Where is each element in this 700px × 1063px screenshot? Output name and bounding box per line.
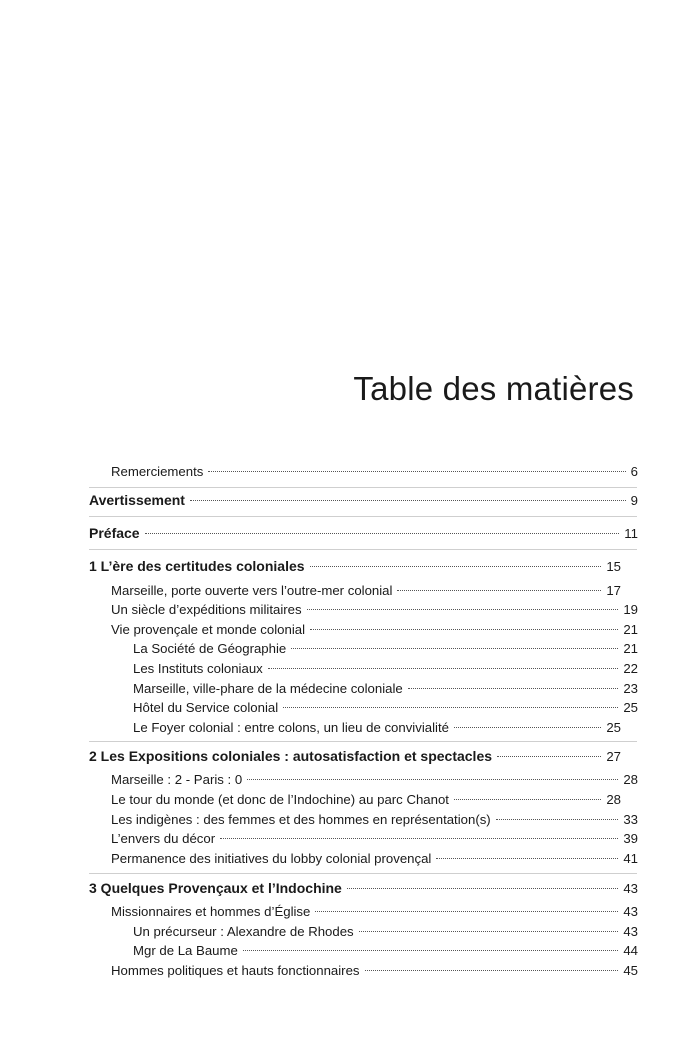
toc-entry-medecine[interactable]: [133, 680, 638, 698]
toc-entry-remerciements[interactable]: [111, 463, 638, 481]
dot-leader: [359, 931, 619, 932]
dot-leader: [454, 799, 601, 800]
toc-entry-page: 41: [623, 851, 638, 866]
toc-entry-chapter-2[interactable]: [89, 747, 621, 766]
dot-leader: [454, 727, 601, 728]
toc-entry-expeditions[interactable]: [111, 601, 638, 619]
toc-entry-instituts[interactable]: [133, 660, 638, 678]
dot-leader: [497, 756, 601, 757]
toc-entry-page: 15: [606, 559, 621, 574]
toc-entry-page: 28: [623, 772, 638, 787]
dot-leader: [243, 950, 619, 951]
toc-entry-page: 44: [623, 943, 638, 958]
dot-leader: [315, 911, 618, 912]
toc-entry-title: Remerciements: [111, 464, 204, 479]
toc-entry-page: 39: [623, 831, 638, 846]
toc-entry-permanence[interactable]: [111, 850, 638, 868]
toc-entry-page: 9: [630, 493, 638, 508]
toc-entry-title: Un siècle d’expéditions militaires: [111, 602, 302, 617]
dot-leader: [291, 648, 618, 649]
toc-entry-foyer-colonial[interactable]: [133, 719, 621, 737]
divider: [89, 873, 637, 874]
toc-entry-title: Un précurseur : Alexandre de Rhodes: [133, 924, 354, 939]
divider: [89, 516, 637, 517]
dot-leader: [208, 471, 625, 472]
toc-entry-title: Hommes politiques et hauts fonctionnaires: [111, 963, 360, 978]
dot-leader: [190, 500, 626, 501]
toc-entry-title: L’envers du décor: [111, 831, 216, 846]
toc-entry-title: Marseille : 2 - Paris : 0: [111, 772, 243, 787]
toc-entry-chapter-3[interactable]: [89, 879, 638, 898]
toc-entry-page: 27: [606, 749, 621, 764]
toc-entry-indigenes[interactable]: [111, 811, 638, 829]
toc-entry-page: 25: [623, 700, 638, 715]
toc-entry-hommes-politiques[interactable]: [111, 962, 638, 980]
toc-entry-title: Le Foyer colonial : entre colons, un lieu de convivialité: [133, 720, 449, 735]
toc-entry-title: 1 L’ère des certitudes coloniales: [89, 558, 305, 574]
toc-entry-preface[interactable]: [89, 524, 638, 543]
dot-leader: [310, 566, 602, 567]
toc-entry-vie-provencale[interactable]: [111, 621, 638, 639]
dot-leader: [496, 819, 619, 820]
toc-entry-chapter-1[interactable]: [89, 557, 621, 576]
toc-entry-title: 3 Quelques Provençaux et l’Indochine: [89, 880, 342, 896]
toc-entry-precurseur[interactable]: [133, 923, 638, 941]
dot-leader: [397, 590, 601, 591]
toc-entry-title: Préface: [89, 525, 140, 541]
toc-entry-title: Hôtel du Service colonial: [133, 700, 279, 715]
toc-entry-page: 33: [623, 812, 638, 827]
toc-entry-page: 21: [623, 622, 638, 637]
toc-entry-marseille-porte[interactable]: [111, 582, 621, 600]
toc-entry-title: Mgr de La Baume: [133, 943, 238, 958]
toc-entry-page: 21: [623, 641, 638, 656]
toc-entry-title: La Société de Géographie: [133, 641, 287, 656]
toc-entry-title: Vie provençale et monde colonial: [111, 622, 306, 637]
toc-entry-page: 6: [630, 464, 638, 479]
toc-entry-page: 45: [623, 963, 638, 978]
divider: [89, 549, 637, 550]
toc-entry-title: Marseille, porte ouverte vers l’outre-mer colonial: [111, 583, 393, 598]
dot-leader: [268, 668, 619, 669]
toc-entry-page: 43: [623, 904, 638, 919]
dot-leader: [283, 707, 618, 708]
toc-entry-title: Les indigènes : des femmes et des hommes en représentation(s): [111, 812, 491, 827]
page-title: Table des matières: [353, 370, 634, 407]
divider: [89, 487, 637, 488]
toc-entry-page: 17: [606, 583, 621, 598]
dot-leader: [307, 609, 619, 610]
dot-leader: [220, 838, 618, 839]
toc-entry-missionnaires[interactable]: [111, 903, 638, 921]
toc-entry-mgr-la-baume[interactable]: [133, 942, 638, 960]
divider: [89, 741, 637, 742]
toc-entry-page: 23: [623, 681, 638, 696]
dot-leader: [310, 629, 618, 630]
toc-entry-page: 43: [623, 881, 638, 896]
dot-leader: [436, 858, 618, 859]
dot-leader: [365, 970, 619, 971]
toc-entry-page: 22: [623, 661, 638, 676]
toc-entry-title: 2 Les Expositions coloniales : autosatisfaction et spectacles: [89, 748, 493, 764]
toc-entry-page: 28: [606, 792, 621, 807]
dot-leader: [145, 533, 620, 534]
dot-leader: [347, 888, 618, 889]
toc-entry-envers-decor[interactable]: [111, 830, 638, 848]
toc-entry-title: Avertissement: [89, 492, 185, 508]
toc-entry-title: Marseille, ville-phare de la médecine coloniale: [133, 681, 403, 696]
toc-entry-title: Permanence des initiatives du lobby colonial provençal: [111, 851, 432, 866]
toc-entry-title: Missionnaires et hommes d’Église: [111, 904, 311, 919]
dot-leader: [408, 688, 619, 689]
toc-entry-page: 25: [606, 720, 621, 735]
toc-entry-societe-geographie[interactable]: [133, 640, 638, 658]
toc-entry-avertissement[interactable]: [89, 491, 638, 510]
toc-entry-marseille-paris[interactable]: [111, 771, 638, 789]
dot-leader: [247, 779, 618, 780]
toc-entry-page: 43: [623, 924, 638, 939]
toc-entry-hotel-service[interactable]: [133, 699, 638, 717]
toc-entry-tour-du-monde[interactable]: [111, 791, 621, 809]
toc-entry-page: 11: [624, 526, 638, 541]
toc-entry-title: Le tour du monde (et donc de l’Indochine) au parc Chanot: [111, 792, 449, 807]
toc-entry-title: Les Instituts coloniaux: [133, 661, 263, 676]
toc-entry-page: 19: [623, 602, 638, 617]
